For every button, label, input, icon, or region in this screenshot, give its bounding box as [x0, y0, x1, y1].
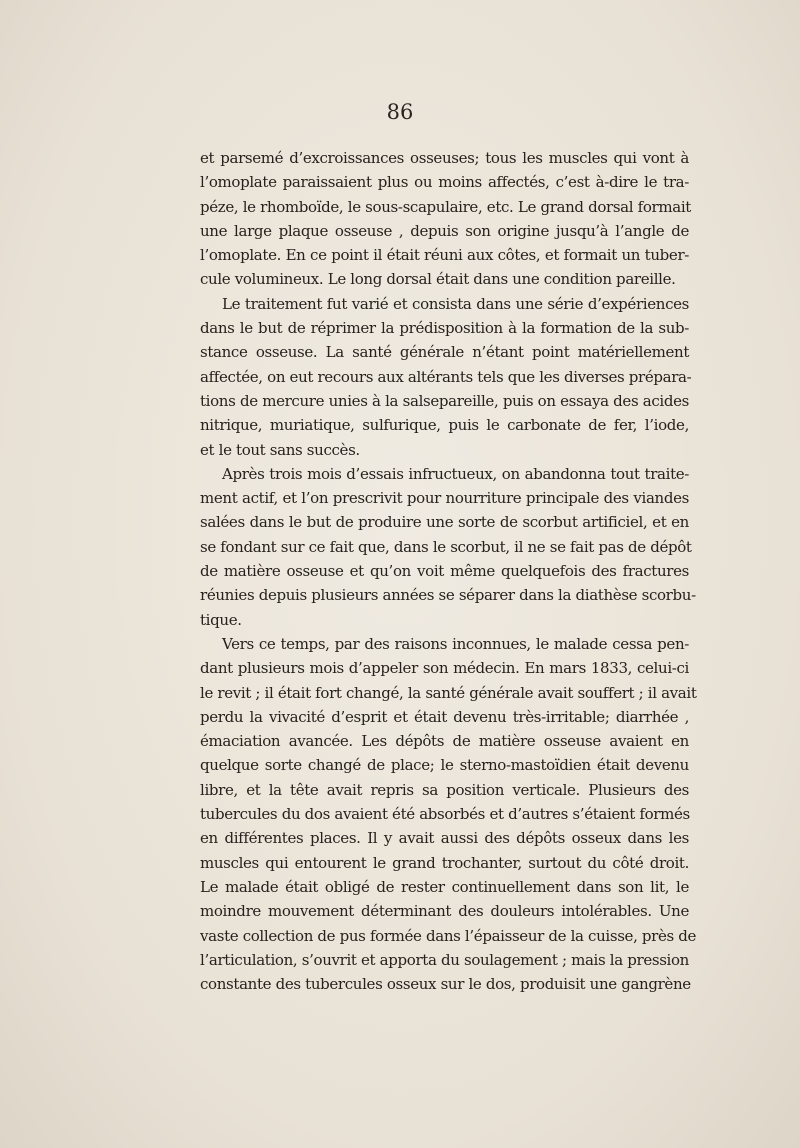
text-line: ment actif, et l’on prescrivit pour nourriture principale des viandes: [200, 489, 689, 508]
page-number: 86: [386, 100, 414, 124]
text-line: péze, le rhomboïde, le sous-scapulaire, etc. Le grand dorsal formait: [200, 197, 691, 216]
text-line: et parsemé d’excroissances osseuses; tous les muscles qui vont à: [200, 149, 689, 167]
text-line: nitrique, muriatique, sulfurique, puis le carbonate de fer, l’iode,: [200, 416, 689, 435]
text-line: quelque sorte changé de place; le sterno-mastoïdien était devenu: [200, 756, 689, 775]
text-line: affectée, on eut recours aux altérants tels que les diverses prépara-: [200, 367, 692, 386]
text-line: cule volumineux. Le long dorsal était dans une condition pareille.: [200, 270, 676, 289]
text-line: le revit ; il était fort changé, la santé générale avait souffert ; il avait: [200, 683, 697, 702]
text-line: Vers ce temps, par des raisons inconnues, le malade cessa pen-: [222, 634, 689, 653]
text-line: tique.: [200, 610, 242, 629]
text-line: réunies depuis plusieurs années se séparer dans la diathèse scorbu-: [200, 586, 696, 605]
text-line: salées dans le but de produire une sorte de scorbut artificiel, et en: [200, 513, 689, 532]
text-line: dans le but de réprimer la prédisposition à la formation de la sub-: [200, 319, 689, 338]
text-line: moindre mouvement déterminant des douleurs intolérables. Une: [200, 902, 689, 921]
text-line: muscles qui entourent le grand trochanter, surtout du côté droit.: [200, 853, 689, 872]
text-line: émaciation avancée. Les dépôts de matière osseuse avaient en: [200, 732, 689, 751]
text-line: et le tout sans succès.: [200, 440, 360, 459]
text-line: l’articulation, s’ouvrit et apporta du soulagement ; mais la pression: [200, 950, 689, 969]
body-text: [200, 146, 697, 996]
text-line: l’omoplate. En ce point il était réuni aux côtes, et formait un tuber-: [200, 246, 689, 265]
text-line: se fondant sur ce fait que, dans le scorbut, il ne se fait pas de dépôt: [200, 537, 692, 556]
text-line: une large plaque osseuse , depuis son origine jusqu’à l’angle de: [200, 221, 689, 240]
text-line: perdu la vivacité d’esprit et était devenu très-irritable; diarrhée ,: [200, 707, 689, 726]
text-line: tubercules du dos avaient été absorbés et d’autres s’étaient formés: [200, 805, 690, 824]
text-line: Le traitement fut varié et consista dans une série d’expériences: [222, 294, 689, 313]
text-line: constante des tubercules osseux sur le dos, produisit une gangrène: [200, 975, 691, 994]
text-line: tions de mercure unies à la salsepareille, puis on essaya des acides: [200, 391, 689, 410]
text-line: de matière osseuse et qu’on voit même quelquefois des fractures: [200, 562, 689, 581]
text-line: Après trois mois d’essais infructueux, on abandonna tout traite-: [222, 464, 689, 483]
text-line: vaste collection de pus formée dans l’épaisseur de la cuisse, près de: [200, 926, 697, 945]
text-line: l’omoplate paraissaient plus ou moins affectés, c’est à-dire le tra-: [200, 173, 689, 192]
text-line: stance osseuse. La santé générale n’étant point matériellement: [200, 343, 689, 362]
text-line: en différentes places. Il y avait aussi des dépôts osseux dans les: [200, 829, 689, 848]
text-line: dant plusieurs mois d’appeler son médecin. En mars 1833, celui-ci: [200, 659, 689, 678]
text-line: Le malade était obligé de rester continuellement dans son lit, le: [200, 877, 689, 896]
text-line: libre, et la tête avait repris sa position verticale. Plusieurs des: [200, 780, 689, 799]
